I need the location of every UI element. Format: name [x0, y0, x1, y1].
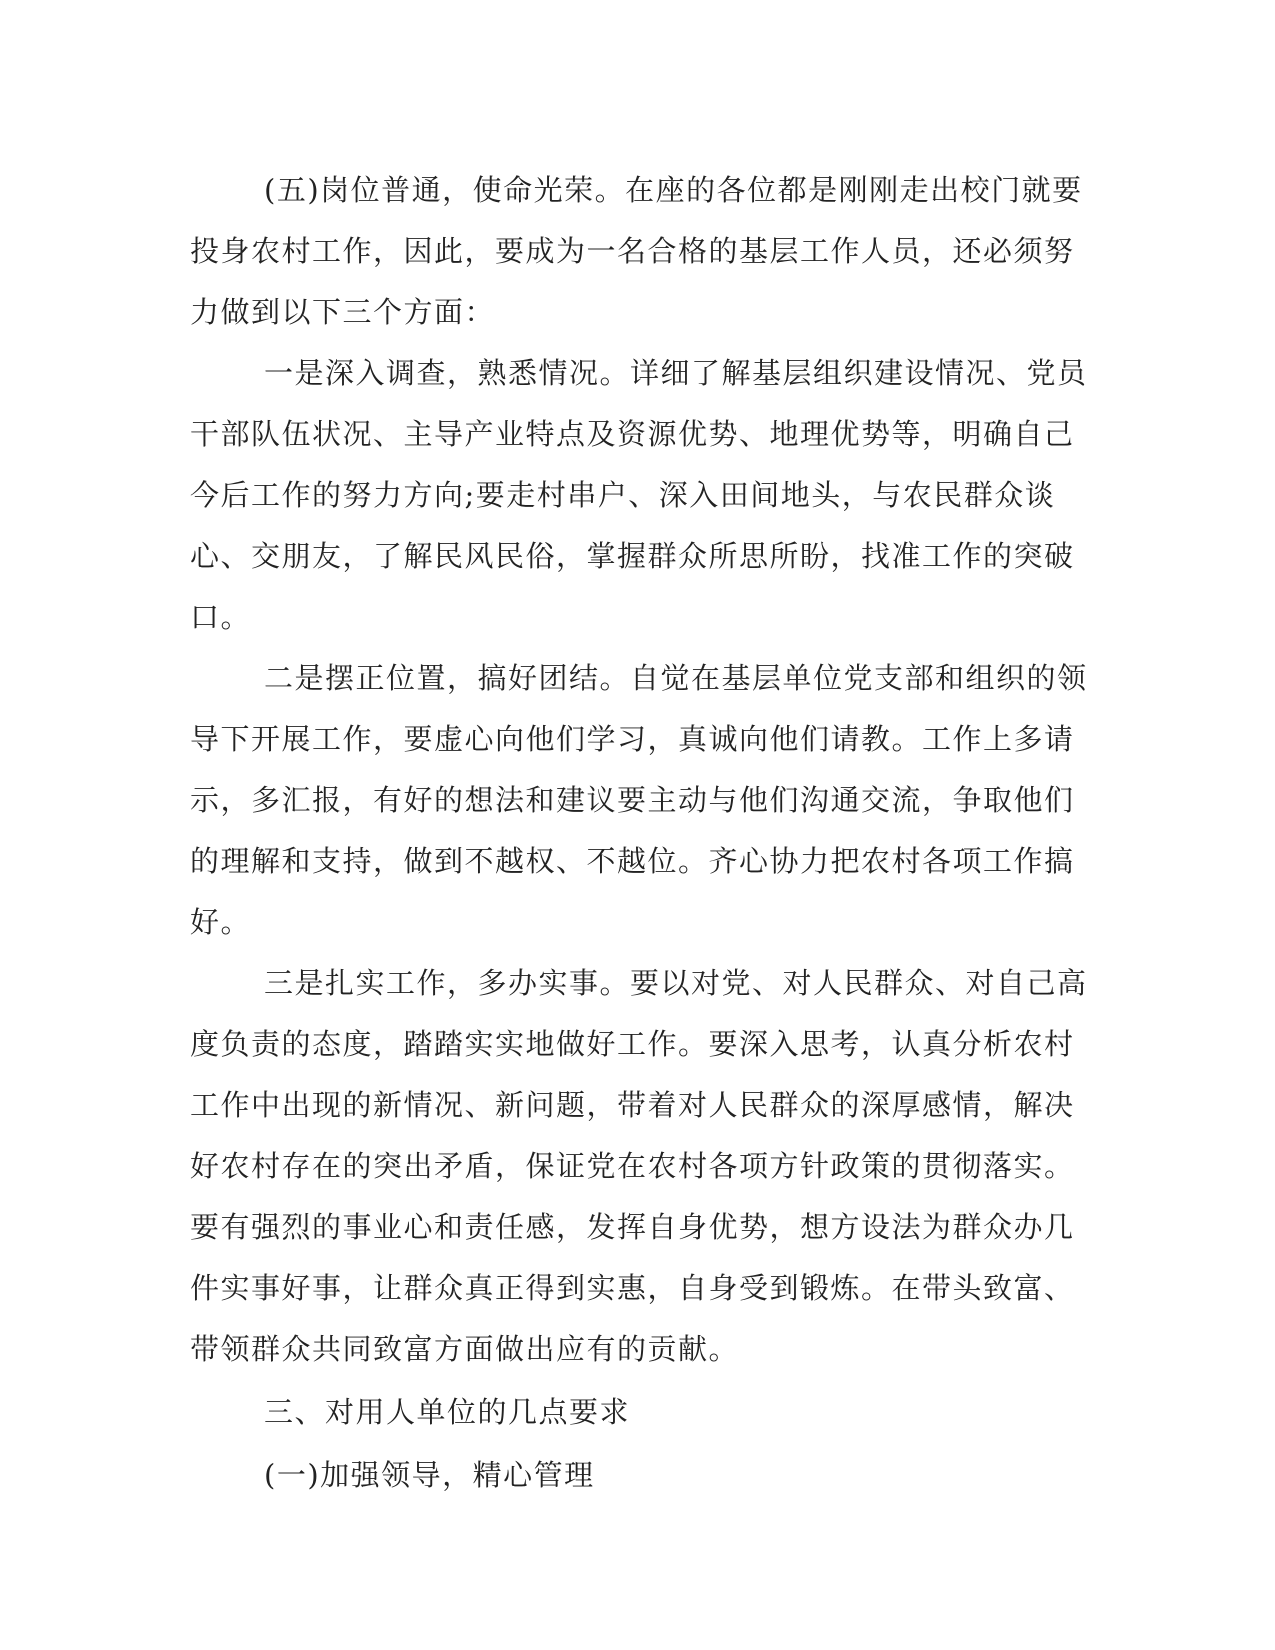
- paragraph-investigate: 一是深入调查，熟悉情况。详细了解基层组织建设情况、党员干部队伍状况、主导产业特点及资源优势、地理优势等，明确自己今后工作的努力方向;要走村串户、深入田间地头，与农民群众谈心、交朋友，了解民风民俗，掌握群众所思所盼，找准工作的突破口。: [190, 356, 1088, 634]
- paragraph-unity: 二是摆正位置，搞好团结。自觉在基层单位党支部和组织的领导下开展工作，要虚心向他们学习，真诚向他们请教。工作上多请示，多汇报，有好的想法和建议要主动与他们沟通交流，争取他们的理解和支持，做到不越权、不越位。齐心协力把农村各项工作搞好。: [190, 661, 1088, 939]
- document-body: [190, 160, 1090, 1506]
- paragraph-post-mission: (五)岗位普通，使命光荣。在座的各位都是刚刚走出校门就要投身农村工作，因此，要成为一名合格的基层工作人员，还必须努力做到以下三个方面：: [190, 173, 1083, 329]
- paragraph-practical-work: 三是扎实工作，多办实事。要以对党、对人民群众、对自己高度负责的态度，踏踏实实地做好工作。要深入思考，认真分析农村工作中出现的新情况、新问题，带着对人民群众的深厚感情，解决好农村存在的突出矛盾，保证党在农村各项方针政策的贯彻落实。要有强烈的事业心和责任感，发挥自身优势，想方设法为群众办几件实事好事，让群众真正得到实惠，自身受到锻炼。在带头致富、带领群众共同致富方面做出应有的贡献。: [190, 966, 1088, 1366]
- section-heading: 三、对用人单位的几点要求: [264, 1395, 631, 1429]
- subsection-heading: (一)加强领导，精心管理: [264, 1458, 595, 1492]
